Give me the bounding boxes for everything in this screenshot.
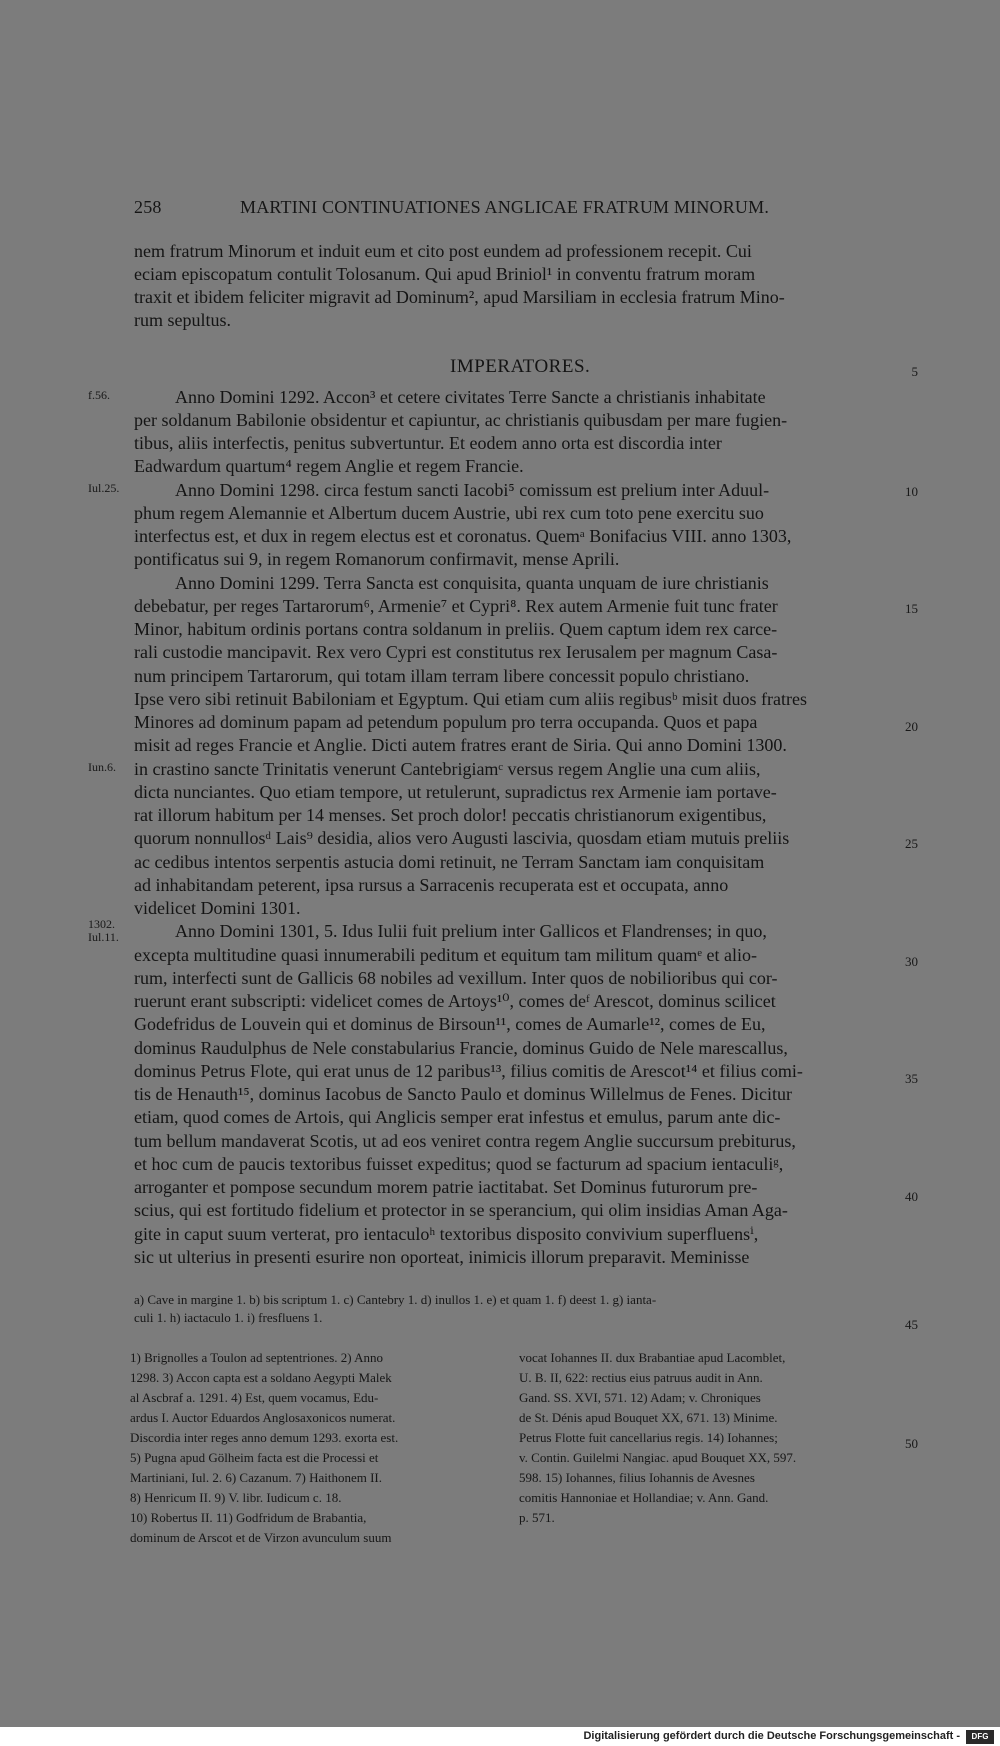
text-line: in crastino sancte Trinitatis venerunt Cantebrigiamᶜ versus regem Anglie una cum aliis,	[134, 759, 761, 779]
footnote-line: U. B. II, 622: rectius eius patruus audit in Ann.	[519, 1370, 763, 1385]
text-line: ad inhabitandam peterent, ipsa rursus a Sarracenis recuperata est et occupata, anno	[134, 875, 729, 895]
line-number: 50	[905, 1436, 918, 1451]
text-line: scius, qui est fortitudo fidelium et protector in se sperancium, qui olim insidias Aman Aga-	[134, 1200, 788, 1220]
text-line: sic ut ulterius in presenti esurire non oporteat, inimicis illorum preparavit. Meminisse	[134, 1247, 750, 1267]
margin-note: Iul.25.	[88, 481, 120, 495]
line-number: 30	[905, 954, 918, 969]
footnote-line: de St. Dénis apud Bouquet XX, 671. 13) Minime.	[519, 1410, 778, 1425]
text-line: debebatur, per reges Tartarorum⁶, Armenie⁷ et Cypri⁸. Rex autem Armenie fuit tunc frater	[134, 596, 778, 616]
text-line: Godefridus de Louvein qui et dominus de Birsoun¹¹, comes de Aumarle¹², comes de Eu,	[134, 1014, 766, 1034]
text-line: rum sepultus.	[134, 310, 231, 330]
text-line: Anno Domini 1299. Terra Sancta est conquisita, quanta unquam de iure christianis	[175, 573, 769, 593]
text-line: et hoc cum de paucis textoribus fuisset expeditus; quod se facturum ad spacium ientaculiᵍ,	[134, 1154, 784, 1174]
footnote-line: ardus I. Auctor Eduardos Anglosaxonicos numerat.	[130, 1410, 396, 1425]
footnote-line: comitis Hannoniae et Hollandiae; v. Ann. Gand.	[519, 1490, 769, 1505]
footnote-line: 10) Robertus II. 11) Godfridum de Brabantia,	[130, 1510, 367, 1525]
line-number: 45	[905, 1317, 918, 1332]
text-line: videlicet Domini 1301.	[134, 898, 301, 918]
margin-note: f.56.	[88, 388, 110, 402]
text-line: ruerunt erant subscripti: videlicet comes de Artoys¹⁰, comes deᶠ Arescot, dominus scilicet	[134, 991, 776, 1011]
text-line: tibus, aliis interfectis, penitus subvertuntur. Et eodem anno orta est discordia inter	[134, 433, 722, 453]
text-line: phum regem Alemannie et Albertum ducem Austrie, ubi rex cum toto pene exercitu suo	[134, 503, 764, 523]
line-number: 20	[905, 719, 918, 734]
footnote-line: dominum de Arscot et de Virzon avunculum suum	[130, 1530, 392, 1545]
line-number: 25	[905, 836, 918, 851]
text-line: tum bellum mandaverat Scotis, ut ad eos veniret contra regem Anglie succursum prebiturus,	[134, 1131, 796, 1151]
text-line: Ipse vero sibi retinuit Babiloniam et Egyptum. Qui etiam cum aliis regibusᵇ misit duos fratres	[134, 689, 807, 709]
dfg-logo: DFG	[966, 1730, 994, 1744]
footnote-line: al Ascbraf a. 1291. 4) Est, quem vocamus, Edu-	[130, 1390, 379, 1405]
text-line: rat illorum habitum per 14 menses. Set proch dolor! peccatis christianorum exigentibus,	[134, 805, 767, 825]
text-line: Anno Domini 1298. circa festum sancti Iacobi⁵ comissum est prelium inter Aduul-	[175, 480, 770, 500]
text-line: pontificatus sui 9, in regem Romanorum confirmavit, mense Aprili.	[134, 549, 620, 569]
text-line: gite in caput suum verterat, pro ientaculoʰ textoribus disposito convivium superfluensⁱ,	[134, 1224, 759, 1244]
line-number: 40	[905, 1189, 918, 1204]
text-line: nem fratrum Minorum et induit eum et cito post eundem ad professionem recepit. Cui	[134, 241, 752, 261]
line-number: 10	[905, 484, 918, 499]
text-line: tis de Henauth¹⁵, dominus Iacobus de Sancto Paulo et dominus Willelmus de Fenes. Dicitur	[134, 1084, 793, 1104]
margin-note: Iun.6.	[88, 760, 116, 774]
footnote-line: 1) Brignolles a Toulon ad septentriones. 2) Anno	[130, 1350, 384, 1365]
text-line: num principem Tartarorum, qui totam illam terram libere concessit populo christiano.	[134, 666, 750, 686]
critical-apparatus-line: a) Cave in margine 1. b) bis scriptum 1. c) Cantebry 1. d) inullos 1. e) et quam 1. f) deest 1. g) ianta-	[134, 1292, 657, 1307]
footnote-line: 5) Pugna apud Gölheim facta est die Processi et	[130, 1450, 379, 1465]
text-line: rum, interfecti sunt de Gallicis 68 nobiles ad vexillum. Inter quos de nobilioribus qui cor-	[134, 968, 778, 988]
footnote-line: v. Contin. Guilelmi Nangiac. apud Bouquet XX, 597.	[519, 1450, 797, 1465]
text-line: per soldanum Babilonie obsidentur et capiuntur, ac christianis quibusdam per mare fugien-	[134, 410, 788, 430]
margin-note: Iul.11.	[88, 930, 119, 944]
footnote-line: Petrus Flotte fuit cancellarius regis. 14) Iohannes;	[519, 1430, 778, 1445]
text-line: rali custodie mancipavit. Rex vero Cypri est constitutus rex Ierusalem per magnum Casa-	[134, 642, 778, 662]
footnote-line: vocat Iohannes II. dux Brabantiae apud Lacomblet,	[519, 1350, 786, 1365]
text-line: dicta nunciantes. Quo etiam tempore, ut retulerunt, supradictus rex Armenie iam portave-	[134, 782, 777, 802]
text-line: Anno Domini 1301, 5. Idus Iulii fuit prelium inter Gallicos et Flandrenses; in quo,	[175, 921, 767, 941]
text-line: interfectus est, et dux in regem electus est et coronatus. Quemᵃ Bonifacius VIII. anno 1303,	[134, 526, 792, 546]
footnote-line: p. 571.	[519, 1510, 555, 1525]
section-heading: IMPERATORES.	[450, 356, 591, 377]
critical-apparatus-line: culi 1. h) iactaculo 1. i) fresfluens 1.	[134, 1310, 323, 1325]
text-line: traxit et ibidem feliciter migravit ad Dominum², apud Marsiliam in ecclesia fratrum Mino-	[134, 287, 785, 307]
text-line: Minor, habitum ordinis portans contra soldanum in preliis. Quem captum idem rex carce-	[134, 619, 778, 639]
footnote-line: 598. 15) Iohannes, filius Iohannis de Avesnes	[519, 1470, 755, 1485]
text-line: excepta multitudine quasi innumerabili peditum et equitum tam militum quamᵉ et alio-	[134, 945, 757, 965]
text-line: Minores ad dominum papam ad petendum populum pro terra occupanda. Quos et papa	[134, 712, 758, 732]
footer-text: Digitalisierung gefördert durch die Deutsche Forschungsgemeinschaft -	[583, 1730, 960, 1742]
footnote-line: Martiniani, Iul. 2. 6) Cazanum. 7) Haithonem II.	[130, 1470, 382, 1485]
footnote-line: Discordia inter reges anno demum 1293. exorta est.	[130, 1430, 399, 1445]
running-title: MARTINI CONTINUATIONES ANGLICAE FRATRUM MINORUM.	[240, 197, 770, 217]
funding-footer	[0, 1728, 1000, 1746]
text-line: misit ad reges Francie et Anglie. Dicti autem fratres erant de Siria. Qui anno Domini 1300.	[134, 735, 787, 755]
text-line: etiam, quod comes de Artois, qui Anglicis semper erat infestus et emulus, parum ante dic-	[134, 1107, 781, 1127]
footnote-line: Gand. SS. XVI, 571. 12) Adam; v. Chroniques	[519, 1390, 761, 1405]
text-line: dominus Petrus Flote, qui erat unus de 12 paribus¹³, filius comitis de Arescot¹⁴ et filius comi-	[134, 1061, 803, 1081]
text-line: ac cedibus intentos serpentis astucia domi retinuit, ne Terram Sanctam iam conquisitam	[134, 852, 765, 872]
line-number: 35	[905, 1071, 918, 1086]
footnote-line: 8) Henricum II. 9) V. libr. Iudicum c. 18.	[130, 1490, 342, 1505]
text-line: arroganter et pompose secundum morem patrie iactitabat. Set Dominus futurorum pre-	[134, 1177, 758, 1197]
margin-note: 1302.	[88, 917, 115, 931]
text-line: dominus Raudulphus de Nele constabularius Francie, dominus Guido de Nele marescallus,	[134, 1038, 788, 1058]
line-number: 5	[911, 364, 918, 379]
line-number: 15	[905, 601, 918, 616]
page-number: 258	[134, 197, 162, 217]
text-line: quorum nonnullosᵈ Lais⁹ desidia, alios vero Augusti lascivia, quosdam etiam mutuis preliis	[134, 828, 790, 848]
text-line: eciam episcopatum contulit Tolosanum. Qui apud Briniol¹ in conventu fratrum moram	[134, 264, 756, 284]
footnote-line: 1298. 3) Accon capta est a soldano Aegypti Malek	[130, 1370, 392, 1385]
text-line: Eadwardum quartum⁴ regem Anglie et regem Francie.	[134, 456, 524, 476]
text-line: Anno Domini 1292. Accon³ et cetere civitates Terre Sancte a christianis inhabitate	[175, 387, 766, 407]
